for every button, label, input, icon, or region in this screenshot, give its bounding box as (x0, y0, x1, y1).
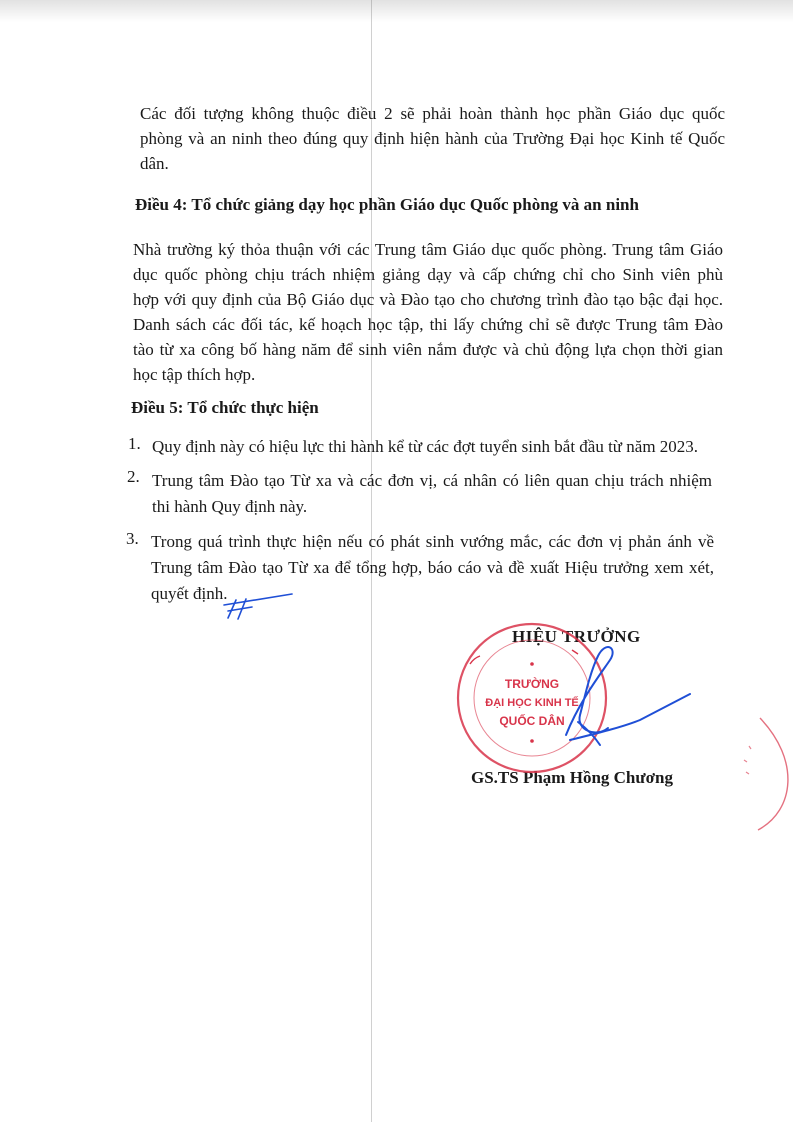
article4-line-4: Danh sách các đối tác, kế hoạch học tập, thi lấy chứng chỉ sẽ được Trung tâm Đào (133, 315, 723, 334)
signer-title: HIỆU TRƯỞNG (512, 627, 641, 646)
item-2-number: 2. (127, 467, 140, 486)
seal-text-line-1: TRƯỜNG (504, 677, 560, 691)
item-3-line-3: quyết định. (151, 584, 228, 603)
article4-line-6: học tập thích hợp. (133, 365, 256, 384)
intro-line-1: Các đối tượng không thuộc điều 2 sẽ phải hoàn thành học phần Giáo dục quốc (140, 104, 725, 123)
item-3-line-1: Trong quá trình thực hiện nếu có phát sinh vướng mắc, các đơn vị phản ánh về (151, 532, 714, 551)
intro-line-3: dân. (140, 154, 169, 173)
initials-mark (224, 594, 292, 619)
item-3-number: 3. (126, 529, 139, 548)
seal-text-line-2: ĐẠI HỌC KINH TẾ (485, 697, 579, 709)
seal-text-line-3: QUỐC DÂN (499, 714, 565, 728)
article5-heading: Điều 5: Tổ chức thực hiện (131, 398, 319, 417)
handwritten-signature (566, 647, 690, 745)
article4-line-3: hợp với quy định của Bộ Giáo dục và Đào tạo cho chương trình đào tạo bậc đại học. (133, 290, 723, 309)
item-1-line-1: Quy định này có hiệu lực thi hành kể từ các đợt tuyển sinh bắt đầu từ năm 2023. (152, 437, 699, 456)
adjacent-seal-fragment (758, 718, 788, 830)
article4-heading: Điều 4: Tổ chức giảng dạy học phần Giáo dục Quốc phòng và an ninh (135, 195, 639, 214)
item-2-line-1: Trung tâm Đào tạo Từ xa và các đơn vị, cá nhân có liên quan chịu trách nhiệm (152, 471, 712, 490)
article4-line-2: dục quốc phòng chịu trách nhiệm giảng dạy và cấp chứng chỉ cho Sinh viên phù (133, 265, 723, 284)
article4-line-5: tào từ xa công bố hàng năm để sinh viên nắm được và chủ động lựa chọn thời gian (133, 340, 723, 359)
intro-line-2: phòng và an ninh theo đúng quy định hiện hành của Trường Đại học Kinh tế Quốc (140, 129, 725, 148)
article4-line-1: Nhà trường ký thỏa thuận với các Trung tâm Giáo dục quốc phòng. Trung tâm Giáo (133, 240, 723, 259)
signer-name: GS.TS Phạm Hồng Chương (471, 768, 673, 787)
item-3-line-2: Trung tâm Đào tạo Từ xa để tổng hợp, báo cáo và đề xuất Hiệu trưởng xem xét, (151, 558, 714, 577)
item-1-number: 1. (128, 434, 141, 453)
item-2-line-2: thi hành Quy định này. (152, 497, 308, 516)
